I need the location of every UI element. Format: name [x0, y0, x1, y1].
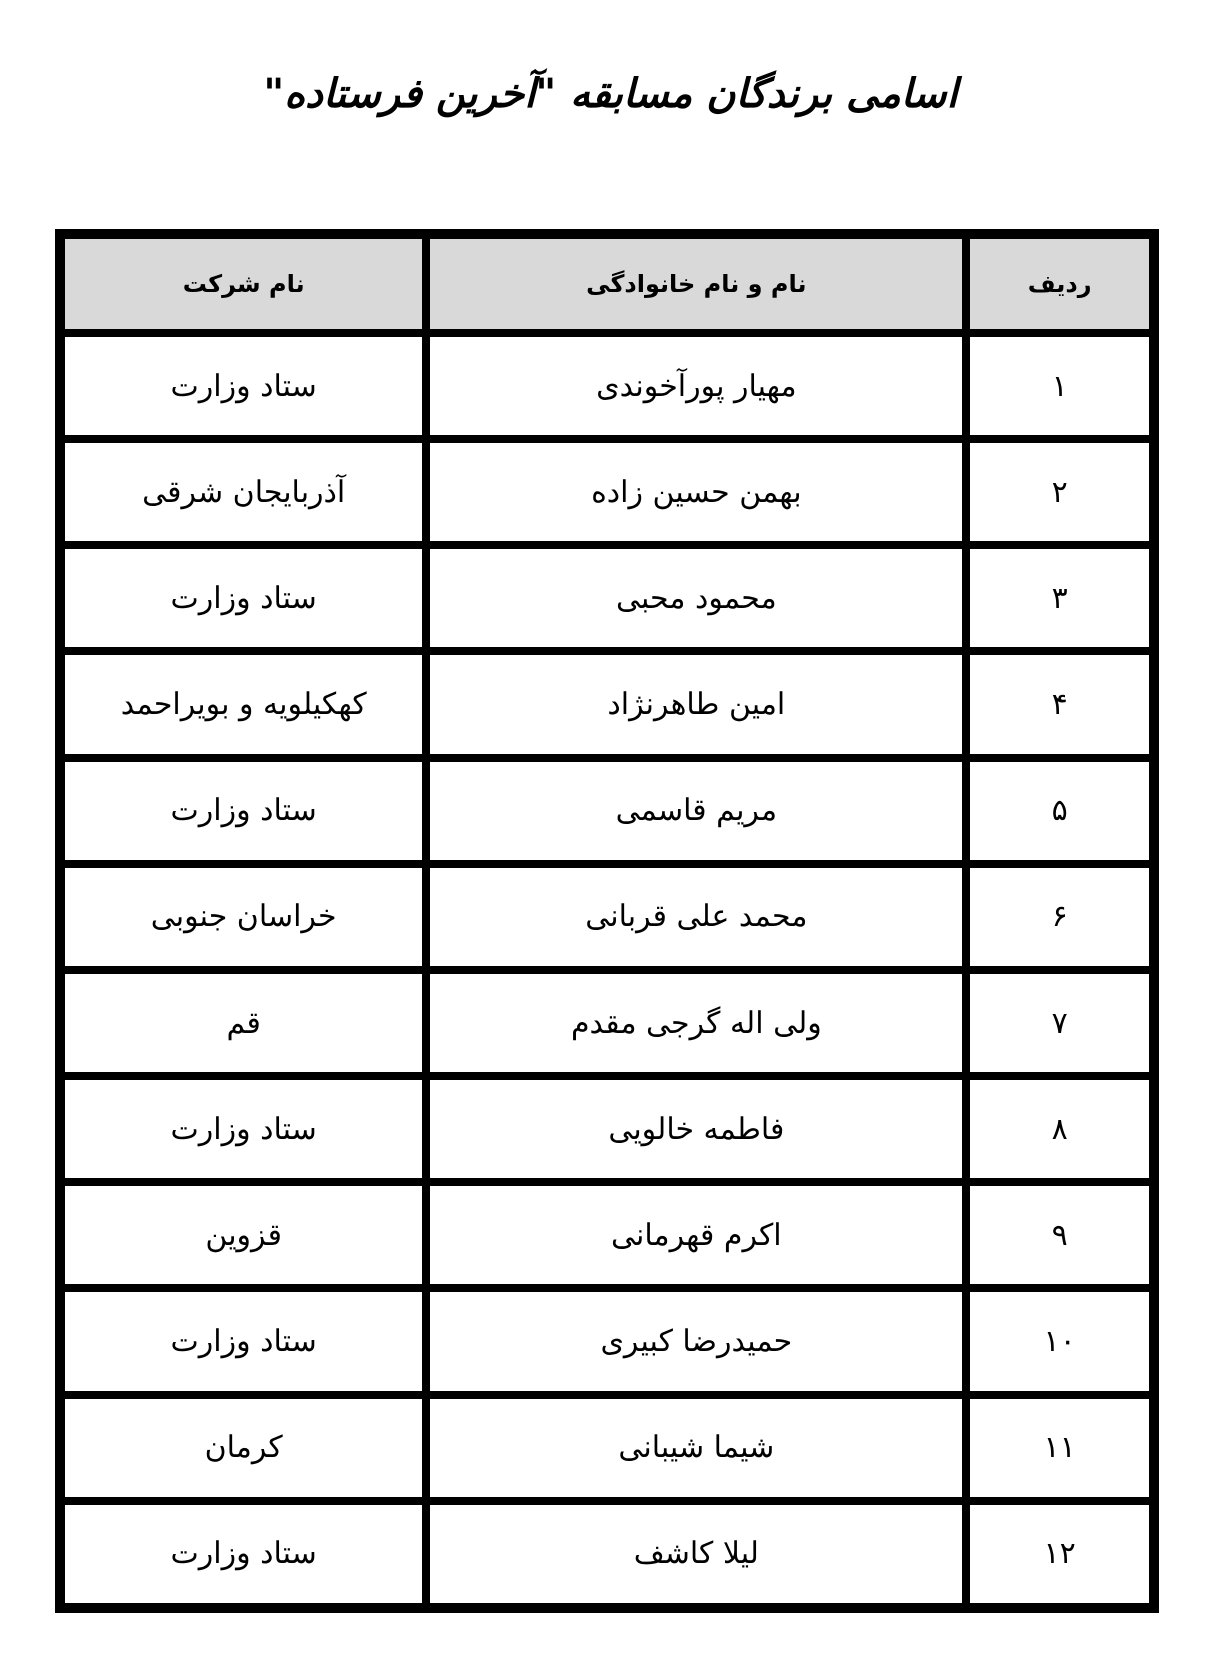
row-number-cell: ۵ — [968, 760, 1151, 862]
full-name-cell: مهیار پورآخوندی — [428, 335, 964, 437]
row-number-cell: ۹ — [968, 1184, 1151, 1286]
table-row — [63, 1078, 1151, 1180]
full-name-cell: محمد علی قربانی — [428, 866, 964, 968]
row-number-cell: ۲ — [968, 441, 1151, 543]
table-row — [63, 1503, 1151, 1605]
full-name-cell: محمود محبی — [428, 547, 964, 649]
full-name-cell: شیما شیبانی — [428, 1397, 964, 1499]
full-name-cell: ولی اله گرجی مقدم — [428, 972, 964, 1074]
table-row — [63, 760, 1151, 862]
company-cell: خراسان جنوبی — [63, 866, 424, 968]
table-body — [63, 335, 1151, 1605]
header-row — [63, 237, 1151, 331]
company-cell: ستاد وزارت — [63, 760, 424, 862]
company-cell: ستاد وزارت — [63, 1290, 424, 1392]
table-row — [63, 1397, 1151, 1499]
row-number-cell: ۴ — [968, 653, 1151, 755]
table-row — [63, 441, 1151, 543]
full-name-cell: امین طاهرنژاد — [428, 653, 964, 755]
company-cell: کرمان — [63, 1397, 424, 1499]
full-name-cell: بهمن حسین زاده — [428, 441, 964, 543]
row-number-cell: ۷ — [968, 972, 1151, 1074]
row-number-cell: ۱۱ — [968, 1397, 1151, 1499]
company-cell: ستاد وزارت — [63, 335, 424, 437]
table-row — [63, 335, 1151, 437]
company-cell: قم — [63, 972, 424, 1074]
company-cell: قزوین — [63, 1184, 424, 1286]
table-header — [63, 237, 1151, 331]
header-full-name: نام و نام خانوادگی — [428, 237, 964, 331]
company-cell: ستاد وزارت — [63, 1078, 424, 1180]
table-row — [63, 972, 1151, 1074]
full-name-cell: حمیدرضا کبیری — [428, 1290, 964, 1392]
full-name-cell: لیلا کاشف — [428, 1503, 964, 1605]
header-row-number: ردیف — [968, 237, 1151, 331]
company-cell: کهکیلویه و بویراحمد — [63, 653, 424, 755]
table-row — [63, 547, 1151, 649]
row-number-cell: ۸ — [968, 1078, 1151, 1180]
row-number-cell: ۱۰ — [968, 1290, 1151, 1392]
header-company-name: نام شرکت — [63, 237, 424, 331]
winners-table — [59, 233, 1155, 1609]
company-cell: آذربایجان شرقی — [63, 441, 424, 543]
company-cell: ستاد وزارت — [63, 1503, 424, 1605]
full-name-cell: فاطمه خالویی — [428, 1078, 964, 1180]
full-name-cell: مریم قاسمی — [428, 760, 964, 862]
row-number-cell: ۶ — [968, 866, 1151, 968]
page-title: اسامی برندگان مسابقه "آخرین فرستاده" — [263, 70, 958, 117]
company-cell: ستاد وزارت — [63, 547, 424, 649]
winners-table-frame — [55, 229, 1159, 1613]
full-name-cell: اکرم قهرمانی — [428, 1184, 964, 1286]
table-row — [63, 866, 1151, 968]
table-row — [63, 1290, 1151, 1392]
table-row — [63, 1184, 1151, 1286]
row-number-cell: ۳ — [968, 547, 1151, 649]
table-row — [63, 653, 1151, 755]
row-number-cell: ۱ — [968, 335, 1151, 437]
row-number-cell: ۱۲ — [968, 1503, 1151, 1605]
